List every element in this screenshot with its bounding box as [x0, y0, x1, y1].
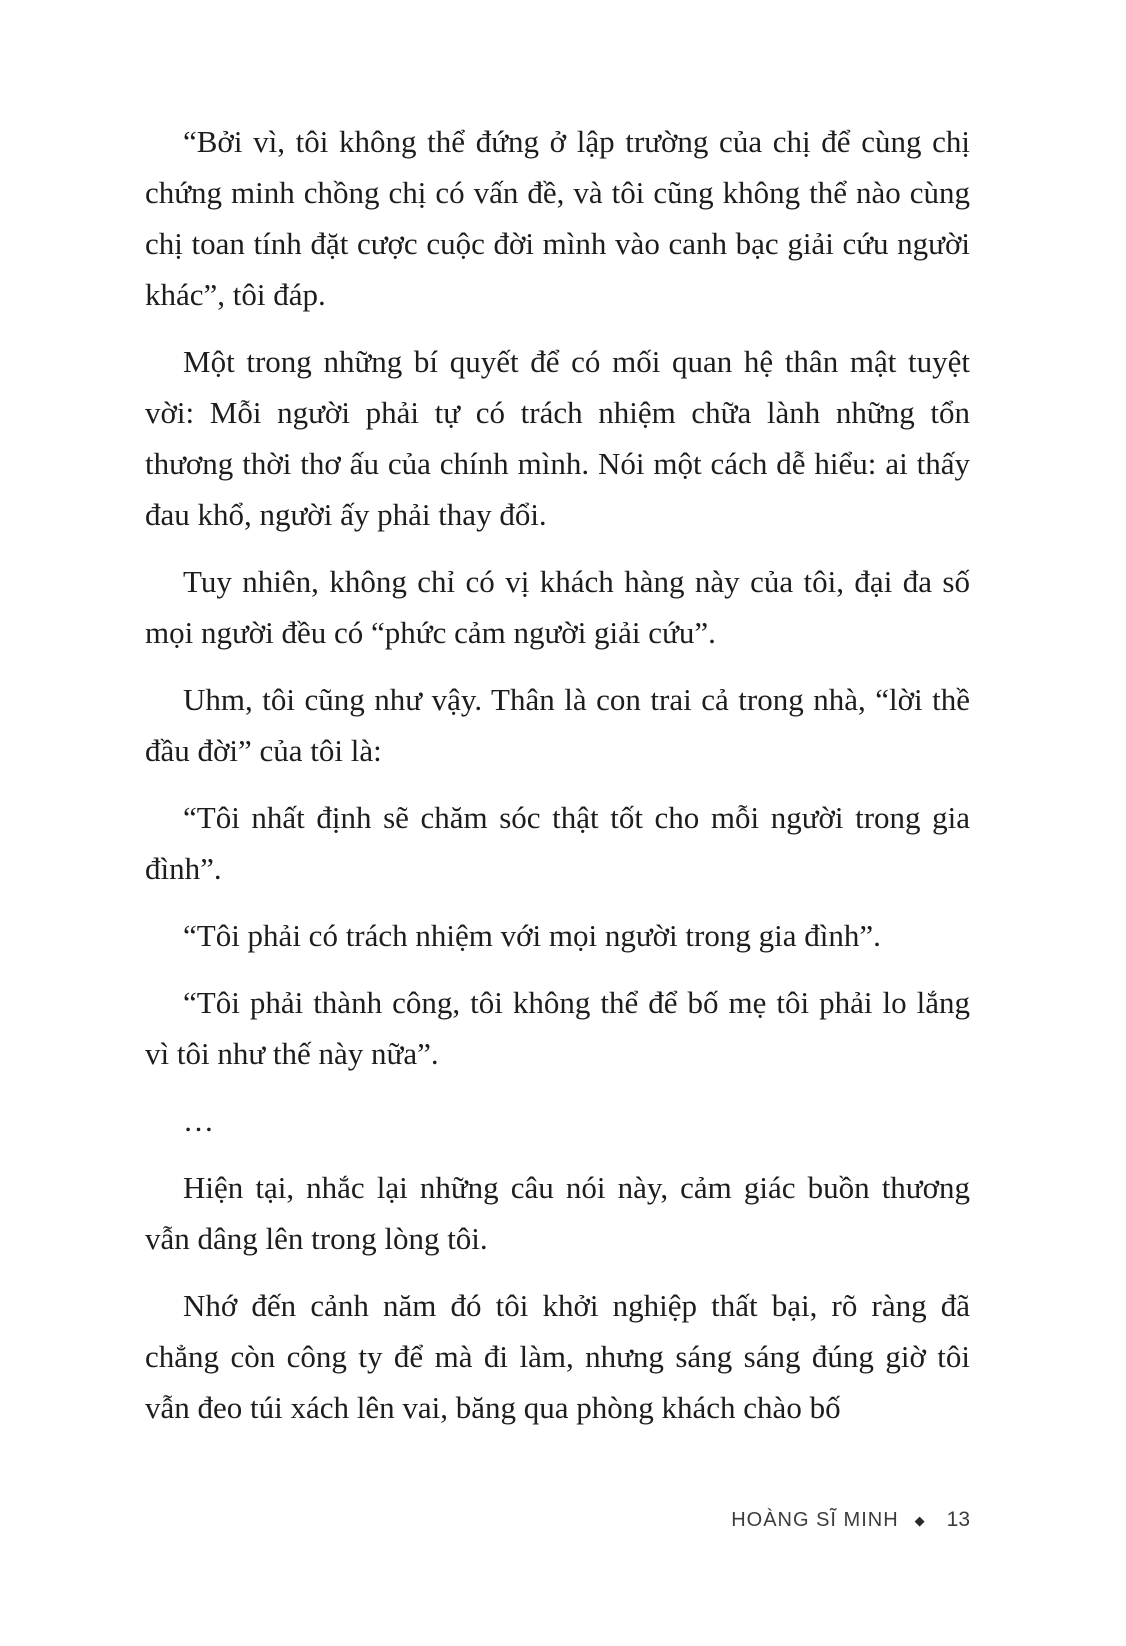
- body-paragraph: “Tôi phải có trách nhiệm với mọi người trong gia đình”.: [183, 918, 881, 953]
- page-body: [145, 116, 970, 1433]
- body-paragraph: Uhm, tôi cũng như vậy. Thân là con trai cả trong nhà, “lời thề đầu đời” của tôi là:: [145, 682, 970, 768]
- page-footer: [731, 1508, 970, 1532]
- body-paragraph: “Tôi nhất định sẽ chăm sóc thật tốt cho mỗi người trong gia đình”.: [145, 800, 970, 886]
- footer-page-number: 13: [946, 1508, 970, 1531]
- diamond-icon: ◆: [914, 1512, 925, 1528]
- body-paragraph: “Bởi vì, tôi không thể đứng ở lập trường của chị để cùng chị chứng minh chồng chị có vấn đề, và tôi cũng không thể nào cùng chị toan tính đặt cược cuộc đời mình vào canh bạc giải cứu người khác”, tôi đáp.: [145, 124, 970, 312]
- body-paragraph: Một trong những bí quyết để có mối quan hệ thân mật tuyệt vời: Mỗi người phải tự có trách nhiệm chữa lành những tổn thương thời thơ ấu của chính mình. Nói một cách dễ hiểu: ai thấy đau khổ, người ấy phải thay đổi.: [145, 344, 970, 532]
- ellipsis-paragraph: …: [183, 1103, 218, 1138]
- body-paragraph: Tuy nhiên, không chỉ có vị khách hàng này của tôi, đại đa số mọi người đều có “phức cảm người giải cứu”.: [145, 564, 970, 650]
- footer-author: HOÀNG SĨ MINH: [731, 1508, 899, 1531]
- body-paragraph: Nhớ đến cảnh năm đó tôi khởi nghiệp thất bại, rõ ràng đã chẳng còn công ty để mà đi làm, nhưng sáng sáng đúng giờ tôi vẫn đeo túi xách lên vai, băng qua phòng khách chào bố: [145, 1288, 970, 1425]
- body-paragraph: Hiện tại, nhắc lại những câu nói này, cảm giác buồn thương vẫn dâng lên trong lòng tôi.: [145, 1170, 970, 1256]
- body-paragraph: “Tôi phải thành công, tôi không thể để bố mẹ tôi phải lo lắng vì tôi như thế này nữa”.: [145, 985, 970, 1071]
